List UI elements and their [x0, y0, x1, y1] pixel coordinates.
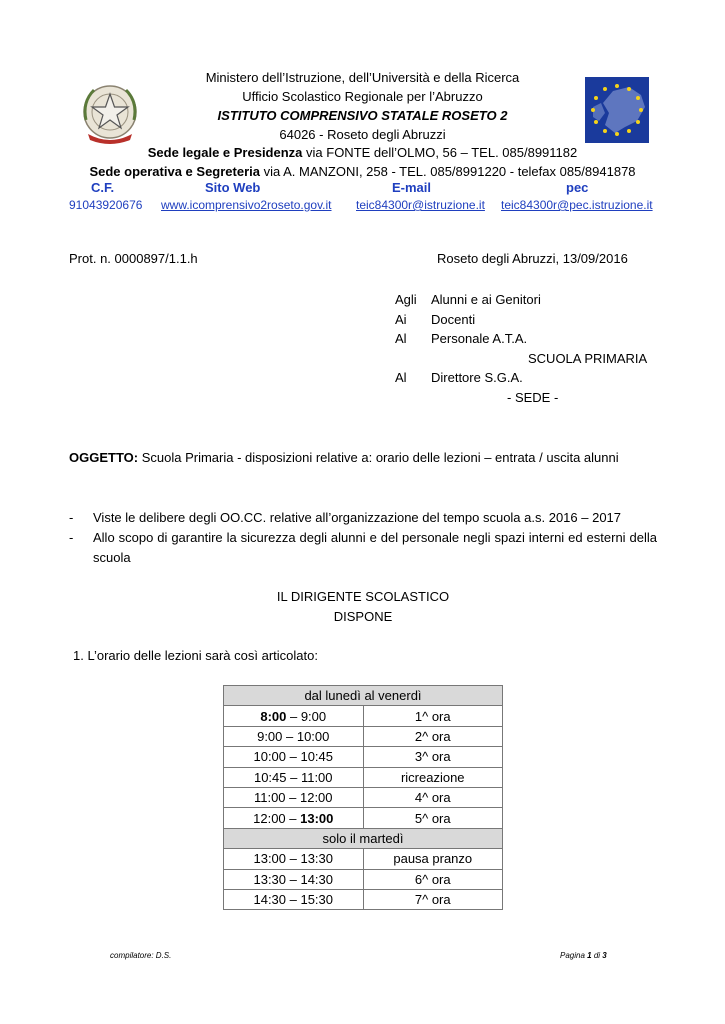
school-name: ISTITUTO COMPRENSIVO STATALE ROSETO 2	[217, 108, 508, 123]
bullet-text: Viste le delibere degli OO.CC. relative all’organizzazione del tempo scuola a.s. 2016 – 2017	[93, 510, 622, 525]
ministry-line: Ministero dell’Istruzione, dell’Università e della Ricerca	[205, 70, 520, 85]
bullet-item: - Viste le delibere degli OO.CC. relative all’organizzazione del tempo scuola a.s. 2016 – 2017	[69, 508, 657, 528]
sede-operativa-label: Sede operativa e Segreteria	[89, 164, 260, 179]
email-label: E-mail	[392, 180, 432, 195]
web-label: Sito Web	[205, 180, 261, 195]
document-date: Roseto degli Abruzzi, 13/09/2016	[437, 251, 628, 266]
table-row	[224, 747, 503, 767]
table-row	[224, 849, 503, 869]
time-cell: 13:00 – 13:30	[224, 849, 364, 869]
time-cell: 10:00 – 10:45	[224, 747, 364, 767]
recipient-text: Personale A.T.A.	[431, 331, 528, 346]
recipient-line	[395, 310, 665, 330]
bullet-text: Allo scopo di garantire la sicurezza degli alunni e del personale negli spazi interni ed esterni della scuola	[93, 530, 657, 565]
cf-value: 91043920676	[69, 198, 143, 212]
table-subheader: solo il martedì	[224, 828, 503, 848]
italian-republic-emblem	[78, 82, 142, 148]
table-row	[224, 767, 503, 787]
slot-cell: 1^ ora	[363, 706, 503, 726]
recipient-prefix: Al	[395, 331, 407, 346]
recipient-text: - SEDE -	[507, 389, 559, 405]
footer-page-number: Pagina 1 di 3	[560, 951, 607, 960]
sede-legale-line	[60, 143, 665, 162]
slot-cell: 3^ ora	[363, 747, 503, 767]
recipient-prefix: Agli	[395, 292, 417, 307]
table-row	[224, 869, 503, 889]
recipient-text: Direttore S.G.A.	[431, 370, 523, 385]
item-1: 1. L’orario delle lezioni sarà così articolato:	[73, 648, 318, 663]
slot-cell: ricreazione	[363, 767, 503, 787]
recipient-prefix: Ai	[395, 311, 407, 327]
slot-cell: pausa pranzo	[363, 849, 503, 869]
sede-operativa-line	[60, 162, 665, 181]
bullet-item: - Allo scopo di garantire la sicurezza degli alunni e del personale negli spazi interni ed esterni della scuola	[69, 528, 657, 568]
bullet-list	[69, 508, 657, 568]
subject-line	[69, 450, 669, 465]
time-cell: 13:30 – 14:30	[224, 869, 364, 889]
time-cell: 9:00 – 10:00	[224, 726, 364, 746]
city-line: 64026 - Roseto degli Abruzzi	[279, 127, 446, 142]
table-row	[224, 889, 503, 909]
recipient-line	[395, 388, 665, 408]
recipient-text: Docenti	[431, 311, 476, 327]
email-link[interactable]: teic84300r@istruzione.it	[356, 198, 485, 212]
website-link[interactable]: www.icomprensivo2roseto.gov.it	[161, 198, 332, 212]
table-header: dal lunedì al venerdì	[224, 686, 503, 706]
recipient-prefix: Al	[395, 370, 407, 385]
recipient-line	[395, 368, 665, 388]
recipient-line	[395, 290, 665, 310]
eu-flag-map	[585, 77, 649, 143]
table-row	[224, 808, 503, 828]
dispone-heading: DISPONE	[333, 609, 393, 624]
sede-legale-text: via FONTE dell’OLMO, 56 – TEL. 085/8991182	[302, 145, 578, 160]
subject-text: Scuola Primaria - disposizioni relative a: orario delle lezioni – entrata / uscita alunni	[138, 450, 619, 465]
table-row	[224, 706, 503, 726]
slot-cell: 2^ ora	[363, 726, 503, 746]
time-cell: 10:45 – 11:00	[224, 767, 364, 787]
subject-label: OGGETTO:	[69, 450, 139, 465]
recipient-text: Alunni e ai Genitori	[431, 292, 541, 307]
table-row	[224, 726, 503, 746]
sede-operativa-text: via A. MANZONI, 258 - TEL. 085/8991220 - telefax 085/8941878	[259, 164, 636, 179]
recipient-line	[395, 349, 665, 369]
pec-label: pec	[566, 180, 589, 195]
regional-office-line: Ufficio Scolastico Regionale per l’Abruzzo	[242, 89, 483, 104]
recipients-block	[395, 290, 665, 407]
footer-author: compilatore: D.S.	[110, 951, 172, 960]
protocol-number: Prot. n. 0000897/1.1.h	[69, 251, 198, 266]
slot-cell: 5^ ora	[363, 808, 503, 828]
table-row	[224, 787, 503, 807]
slot-cell: 6^ ora	[363, 869, 503, 889]
time-cell: 8:00 – 9:00	[224, 706, 364, 726]
sede-legale-label: Sede legale e Presidenza	[147, 145, 303, 160]
slot-cell: 4^ ora	[363, 787, 503, 807]
time-cell: 12:00 – 13:00	[224, 808, 364, 828]
schedule-table	[223, 685, 503, 910]
cf-label: C.F.	[91, 180, 115, 195]
pec-link[interactable]: teic84300r@pec.istruzione.it	[501, 198, 653, 212]
recipient-line	[395, 329, 665, 349]
table-header-row	[224, 828, 503, 848]
recipient-text: SCUOLA PRIMARIA	[528, 350, 648, 366]
time-cell: 14:30 – 15:30	[224, 889, 364, 909]
time-cell: 11:00 – 12:00	[224, 787, 364, 807]
slot-cell: 7^ ora	[363, 889, 503, 909]
table-header-row	[224, 686, 503, 706]
dirigente-heading: IL DIRIGENTE SCOLASTICO	[276, 589, 450, 604]
